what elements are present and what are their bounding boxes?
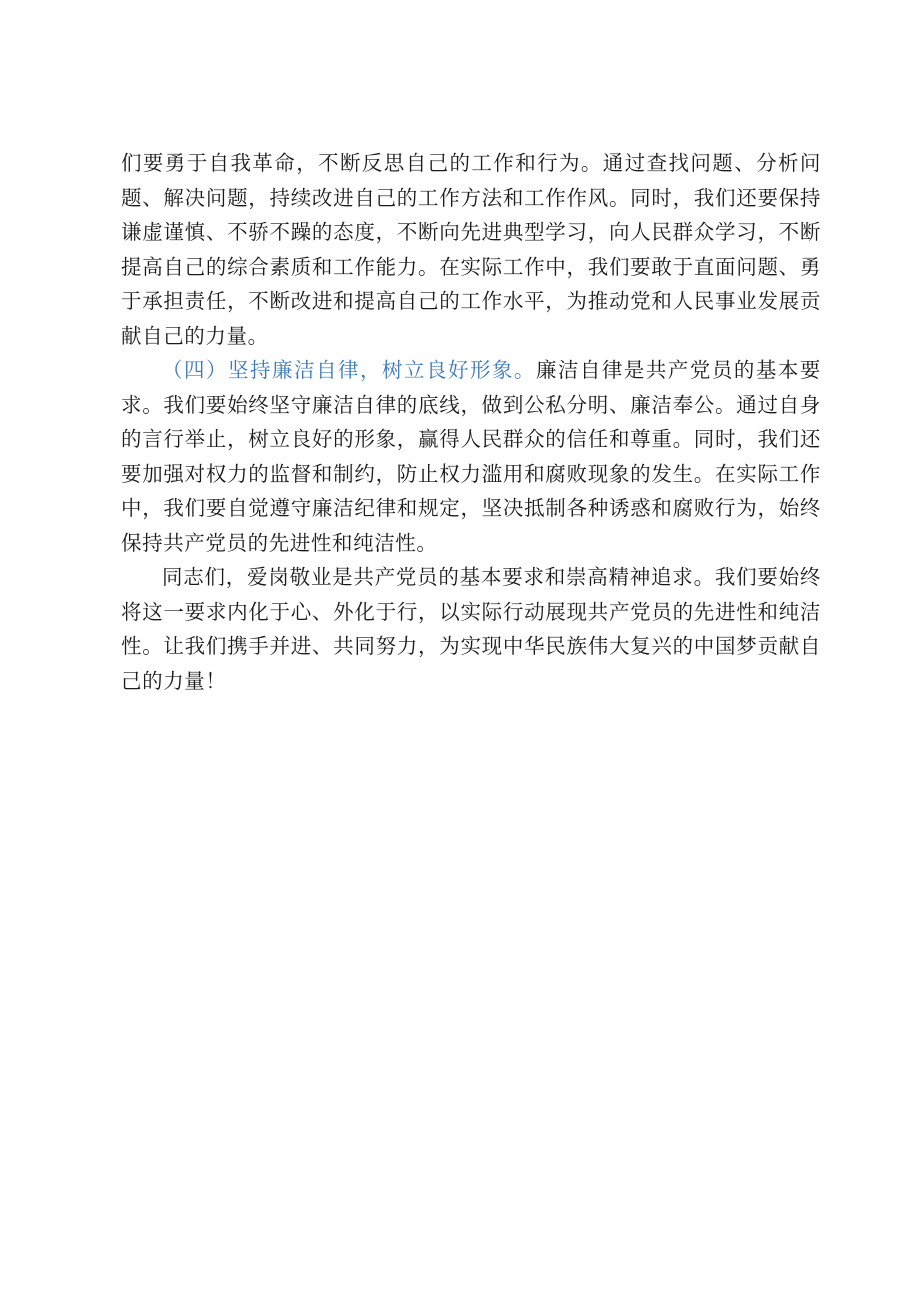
paragraph-self-revolution: 们要勇于自我革命，不断反思自己的工作和行为。通过查找问题、分析问题、解决问题，持续改进自己的工作方法和工作作风。同时，我们还要保持谦虚谨慎、不骄不躁的态度，不断向先进典型学习，向人民群众学习，不断提高自己的综合素质和工作能力。在实际工作中，我们要敢于直面问题、勇于承担责任，不断改进和提高自己的工作水平，为推动党和人民事业发展贡献自己的力量。: [121, 151, 821, 348]
section-heading-integrity: （四）坚持廉洁自律，树立良好形象。: [162, 358, 536, 382]
paragraph-conclusion: 同志们，爱岗敬业是共产党员的基本要求和崇高精神追求。我们要始终将这一要求内化于心、外化于行，以实际行动展现共产党员的先进性和纯洁性。让我们携手并进、共同努力，为实现中华民族伟大复兴的中国梦贡献自己的力量！: [121, 565, 821, 693]
document-body: [121, 146, 821, 698]
paragraph-integrity-text: 廉洁自律是共产党员的基本要求。我们要始终坚守廉洁自律的底线，做到公私分明、廉洁奉公。通过自身的言行举止，树立良好的形象，赢得人民群众的信任和尊重。同时，我们还要加强对权力的监督和制约，防止权力滥用和腐败现象的发生。在实际工作中，我们要自觉遵守廉洁纪律和规定，坚决抵制各种诱惑和腐败行为，始终保持共产党员的先进性和纯洁性。: [121, 358, 821, 555]
paragraph-integrity: [121, 353, 821, 560]
